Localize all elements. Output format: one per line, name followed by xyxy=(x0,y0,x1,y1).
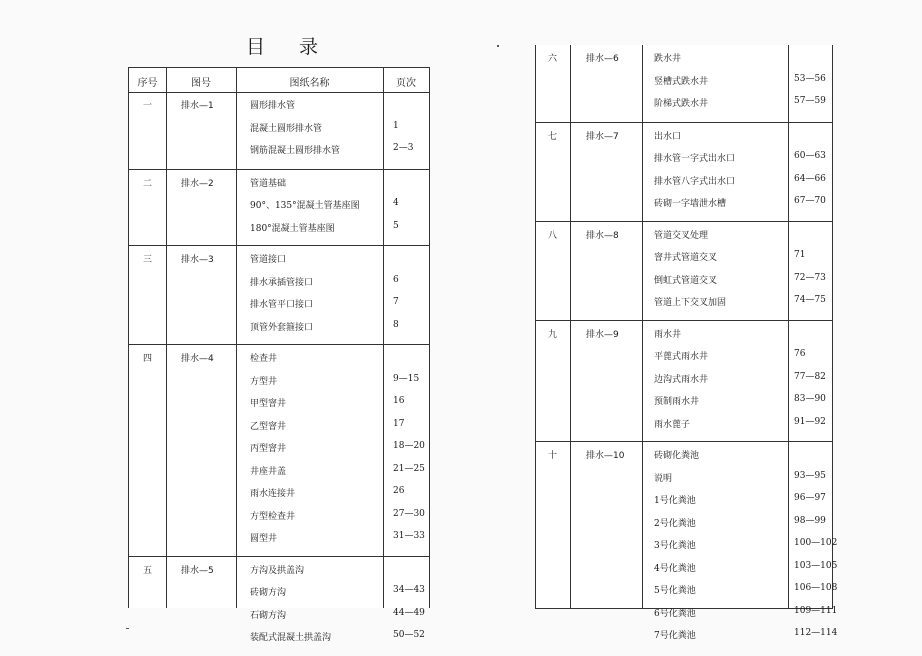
entry-name: 乙型窨井 xyxy=(250,421,287,432)
toc-entry xyxy=(536,74,832,96)
toc-entry xyxy=(129,509,429,531)
header-code: 图号 xyxy=(191,78,211,89)
entry-page: 60—63 xyxy=(794,151,826,161)
entry-page: 1 xyxy=(393,120,399,131)
toc-entry xyxy=(129,198,429,220)
toc-entry xyxy=(536,471,832,493)
header-num: 序号 xyxy=(137,78,158,89)
toc-entry xyxy=(129,221,429,243)
header-name: 图纸名称 xyxy=(289,78,330,89)
toc-entry xyxy=(536,151,832,173)
entry-name: 4号化粪池 xyxy=(654,563,696,574)
entry-name: 6号化粪池 xyxy=(654,608,696,619)
toc-entry xyxy=(536,129,832,151)
entry-name: 3号化粪池 xyxy=(654,541,696,551)
toc-entry xyxy=(129,464,429,486)
toc-group xyxy=(129,556,429,656)
entry-page: 76 xyxy=(794,349,806,359)
entry-name: 竖槽式跌水井 xyxy=(654,76,709,87)
entry-page: 31—33 xyxy=(393,531,425,541)
entry-page: 103—105 xyxy=(794,560,838,571)
entry-name: 1号化粪池 xyxy=(654,496,696,506)
drawing-code: 排水—1 xyxy=(181,101,214,111)
toc-table-left xyxy=(128,67,430,643)
toc-entry xyxy=(536,96,832,118)
toc-entry xyxy=(536,51,832,73)
toc-entry xyxy=(536,560,838,583)
entry-name: 排水管一字式出水口 xyxy=(654,154,736,164)
group-number: 八 xyxy=(548,230,558,241)
entry-page: 27—30 xyxy=(393,508,425,519)
entry-name: 方沟及拱盖沟 xyxy=(250,565,305,576)
entry-page: 96—97 xyxy=(794,493,826,503)
entry-page: 71 xyxy=(794,250,806,260)
group-number: 七 xyxy=(548,131,558,142)
entry-page: 26 xyxy=(393,486,405,496)
scan-speck xyxy=(497,45,499,47)
drawing-code: 排水—7 xyxy=(586,131,619,142)
toc-group xyxy=(536,441,838,654)
toc-entry xyxy=(129,351,429,373)
entry-name: 砖砌化粪池 xyxy=(654,451,700,461)
entry-page: 106—108 xyxy=(794,583,838,593)
toc-group xyxy=(536,45,832,122)
entry-name: 钢筋混凝土圆形排水管 xyxy=(250,146,341,156)
group-number: 五 xyxy=(143,565,153,576)
entry-page: 93—95 xyxy=(794,470,826,481)
entry-name: 雨水蓖子 xyxy=(654,419,691,430)
toc-group xyxy=(129,344,429,557)
entry-page: 74—75 xyxy=(794,295,826,305)
entry-name: 管道交叉处理 xyxy=(654,230,709,241)
toc-entry xyxy=(536,295,832,317)
toc-entry xyxy=(536,327,832,349)
entry-page: 7 xyxy=(393,297,399,307)
toc-entry xyxy=(536,417,832,439)
drawing-code: 排水—10 xyxy=(586,451,625,461)
entry-name: 砖砌一字墙泄水槽 xyxy=(654,199,727,209)
entry-name: 跌水井 xyxy=(654,54,682,64)
entry-name: 雨水井 xyxy=(654,329,682,340)
entry-name: 丙型窨井 xyxy=(250,444,287,454)
entry-page: 2—3 xyxy=(393,143,414,153)
toc-entry xyxy=(129,608,429,630)
toc-entry xyxy=(536,605,838,628)
entry-name: 2号化粪池 xyxy=(654,518,696,529)
drawing-code: 排水—3 xyxy=(181,255,214,265)
group-number: 二 xyxy=(143,178,153,189)
entry-page: 16 xyxy=(393,396,405,406)
entry-name: 管道上下交叉加固 xyxy=(654,298,727,308)
scan-speck xyxy=(126,628,129,629)
entry-page: 34—43 xyxy=(393,585,425,595)
toc-entry xyxy=(129,419,429,441)
toc-entry xyxy=(536,349,832,371)
entry-name: 管道接口 xyxy=(250,255,287,265)
toc-group xyxy=(536,122,832,222)
entry-name: 90°、135°混凝土管基座图 xyxy=(250,201,360,211)
toc-entry xyxy=(536,628,838,650)
toc-entry xyxy=(536,583,838,605)
toc-group xyxy=(536,221,832,321)
entry-page: 91—92 xyxy=(794,416,826,427)
entry-page: 17 xyxy=(393,418,405,429)
entry-page: 44—49 xyxy=(393,607,425,618)
entry-name: 180°混凝土管基座图 xyxy=(250,223,335,234)
toc-group xyxy=(129,92,429,169)
entry-name: 边沟式雨水井 xyxy=(654,374,709,385)
toc-entry xyxy=(536,394,832,416)
toc-entry xyxy=(129,275,429,297)
entry-name: 5号化粪池 xyxy=(654,586,696,596)
entry-name: 预制雨水井 xyxy=(654,397,700,407)
entry-page: 83—90 xyxy=(794,394,826,404)
entry-page: 67—70 xyxy=(794,196,826,206)
entry-name: 圆形排水管 xyxy=(250,101,296,111)
drawing-code: 排水—5 xyxy=(181,565,214,576)
table-header xyxy=(129,68,429,93)
toc-entry xyxy=(536,538,838,560)
entry-name: 圆型井 xyxy=(250,534,278,544)
entry-page: 4 xyxy=(393,198,399,208)
entry-name: 出水口 xyxy=(654,131,682,142)
header-page: 页次 xyxy=(396,78,416,89)
entry-page: 72—73 xyxy=(794,272,826,283)
entry-name: 窨井式管道交叉 xyxy=(654,253,718,263)
toc-entry xyxy=(129,252,429,274)
toc-entry xyxy=(129,396,429,418)
entry-name: 井座井盖 xyxy=(250,466,287,477)
group-number: 四 xyxy=(143,354,153,364)
entry-name: 平蓖式雨水井 xyxy=(654,352,709,362)
toc-group xyxy=(129,245,429,345)
toc-table-right xyxy=(535,45,838,641)
entry-name: 倒虹式管道交叉 xyxy=(654,275,718,286)
entry-page: 50—52 xyxy=(393,630,425,640)
toc-entry xyxy=(536,273,832,295)
group-number: 六 xyxy=(548,54,558,64)
group-number: 三 xyxy=(143,255,153,265)
entry-name: 排水管平口接口 xyxy=(250,300,314,310)
entry-name: 说明 xyxy=(654,473,673,484)
toc-entry xyxy=(129,176,429,198)
entry-name: 方型井 xyxy=(250,376,278,387)
toc-entry xyxy=(129,630,429,652)
entry-page: 112—114 xyxy=(794,628,838,638)
entry-name: 石砌方沟 xyxy=(250,610,287,621)
entry-name: 管道基础 xyxy=(250,178,287,189)
entry-name: 甲型窨井 xyxy=(250,399,287,409)
toc-entry xyxy=(129,486,429,508)
toc-group xyxy=(129,169,429,247)
entry-page: 6 xyxy=(393,274,399,285)
drawing-code: 排水—9 xyxy=(586,329,619,340)
entry-page: 53—56 xyxy=(794,73,826,84)
entry-name: 7号化粪池 xyxy=(654,631,696,641)
entry-page: 21—25 xyxy=(393,463,425,474)
entry-name: 顶管外套箍接口 xyxy=(250,322,314,333)
toc-entry xyxy=(536,493,832,515)
entry-page: 5 xyxy=(393,220,399,231)
page-title: 目 录 xyxy=(246,36,333,58)
entry-page: 64—66 xyxy=(794,173,826,184)
toc-entry xyxy=(536,228,832,250)
drawing-code: 排水—8 xyxy=(586,230,619,241)
toc-entry xyxy=(129,320,429,342)
toc-entry xyxy=(536,250,832,272)
entry-name: 雨水连接井 xyxy=(250,489,296,499)
entry-page: 9—15 xyxy=(393,373,420,384)
toc-entry xyxy=(536,516,832,538)
entry-name: 砖砌方沟 xyxy=(250,588,287,598)
group-number: 一 xyxy=(143,101,153,111)
group-number: 十 xyxy=(548,451,558,461)
entry-name: 排水管八字式出水口 xyxy=(654,176,736,187)
entry-page: 8 xyxy=(393,319,399,330)
entry-page: 77—82 xyxy=(794,371,826,382)
toc-entry xyxy=(129,297,429,319)
toc-entry xyxy=(536,196,832,218)
toc-group xyxy=(536,320,832,443)
entry-page: 18—20 xyxy=(393,441,425,451)
entry-name: 混凝土圆形排水管 xyxy=(250,123,323,134)
toc-entry xyxy=(129,121,429,143)
entry-page: 109—111 xyxy=(794,605,838,616)
toc-entry xyxy=(536,448,832,470)
toc-entry xyxy=(129,98,429,120)
toc-entry xyxy=(129,441,429,463)
entry-name: 方型检查井 xyxy=(250,511,296,522)
entry-name: 装配式混凝土拱盖沟 xyxy=(250,633,332,643)
toc-entry xyxy=(536,174,832,196)
group-number: 九 xyxy=(548,329,558,340)
toc-entry xyxy=(536,372,832,394)
entry-name: 阶梯式跌水井 xyxy=(654,99,709,109)
drawing-code: 排水—2 xyxy=(181,178,214,189)
toc-entry xyxy=(129,585,429,607)
entry-name: 检查井 xyxy=(250,354,278,364)
toc-entry xyxy=(129,563,429,585)
drawing-code: 排水—6 xyxy=(586,54,619,64)
toc-entry xyxy=(129,143,429,165)
drawing-code: 排水—4 xyxy=(181,354,214,364)
toc-entry xyxy=(129,374,429,396)
entry-page: 100—102 xyxy=(794,538,838,548)
entry-page: 57—59 xyxy=(794,96,826,106)
toc-entry xyxy=(129,531,429,553)
entry-page: 98—99 xyxy=(794,515,826,526)
entry-name: 排水承插管接口 xyxy=(250,277,314,288)
